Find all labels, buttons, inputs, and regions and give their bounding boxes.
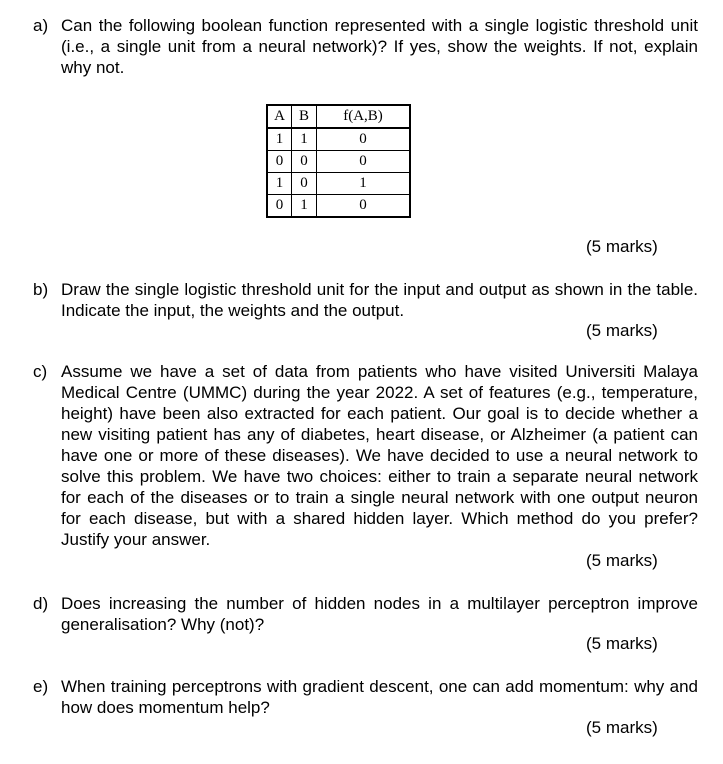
table-row [267,151,410,173]
cell-b: 0 [292,173,317,195]
question-a [33,15,698,78]
question-c-text: Assume we have a set of data from patients who have visited Universiti Malaya Medical Centre (UMMC) during the year 2022. A set of features (e.g., temperature, height) have been also extracted for each patient. Our goal is to decide whether a new visiting patient has any of diabetes, heart disease, or Alzheimer (a patient can have one or more of these diseases). We have decided to use a neural network to solve this problem. We have two choices: either to train a separate neural network for each of the diseases or to train a single neural network with one output neuron for each disease, but with a shared hidden layer. Which method do you prefer? Justify your answer. [61,362,698,549]
truth-table-header-row [267,105,410,128]
question-b [33,279,698,321]
question-e-letter: e) [33,677,49,696]
question-a-text: Can the following boolean function represented with a single logistic threshold unit (i.e., a single unit from a neural network)? If yes, show the weights. If not, explain why not. [61,16,698,77]
question-a-letter: a) [33,16,49,35]
header-b: B [292,105,317,128]
cell-b: 1 [292,128,317,151]
truth-table [266,104,411,218]
cell-a: 1 [267,173,292,195]
question-c-letter: c) [33,362,48,381]
header-f: f(A,B) [317,105,411,128]
cell-a: 0 [267,195,292,218]
marks-a: (5 marks) [586,237,658,256]
cell-a: 0 [267,151,292,173]
table-row [267,128,410,151]
table-row [267,173,410,195]
cell-f: 0 [317,151,411,173]
question-d [33,593,698,635]
marks-d: (5 marks) [586,634,658,653]
header-a: A [267,105,292,128]
marks-b: (5 marks) [586,321,658,340]
question-b-text: Draw the single logistic threshold unit for the input and output as shown in the table. Indicate the input, the weights and the output. [61,280,698,320]
cell-b: 0 [292,151,317,173]
question-e-text: When training perceptrons with gradient descent, one can add momentum: why and how does momentum help? [61,677,698,717]
marks-c: (5 marks) [586,551,658,570]
question-c [33,361,698,550]
cell-f: 1 [317,173,411,195]
table-row [267,195,410,218]
question-d-letter: d) [33,594,49,613]
cell-f: 0 [317,128,411,151]
question-b-letter: b) [33,280,49,299]
cell-f: 0 [317,195,411,218]
cell-a: 1 [267,128,292,151]
question-e [33,676,698,718]
cell-b: 1 [292,195,317,218]
marks-e: (5 marks) [586,718,658,737]
question-d-text: Does increasing the number of hidden nodes in a multilayer perceptron improve generalisation? Why (not)? [61,594,698,634]
